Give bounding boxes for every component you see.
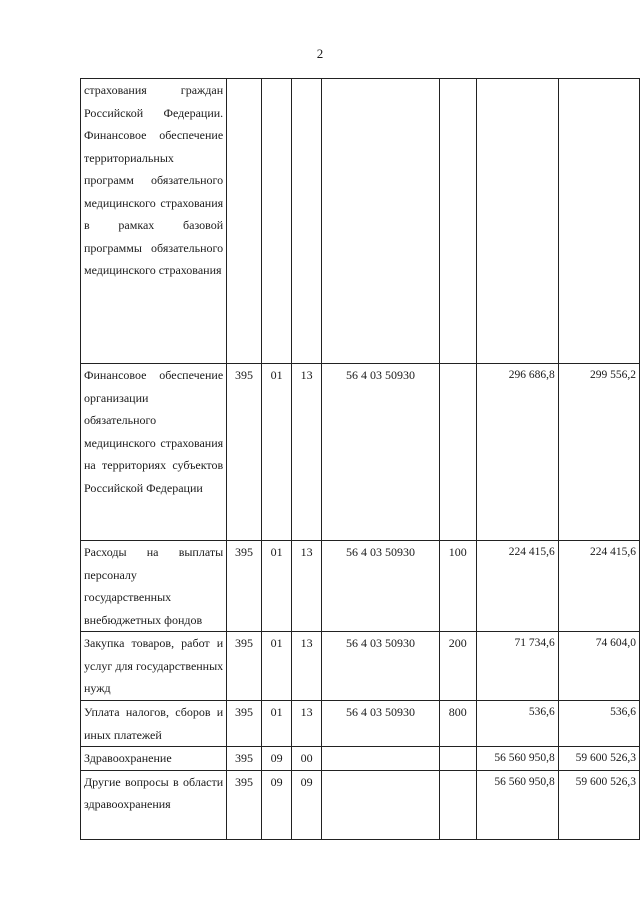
cell-vr bbox=[439, 770, 476, 839]
cell-pr: 13 bbox=[292, 364, 322, 541]
cell-gr: 395 bbox=[227, 701, 262, 747]
row-name: Здравоохранение bbox=[81, 747, 227, 771]
cell-rz: 01 bbox=[261, 701, 292, 747]
cell-sum-2: 59 600 526,3 bbox=[558, 770, 639, 839]
cell-pr: 13 bbox=[292, 701, 322, 747]
cell-vr: 200 bbox=[439, 632, 476, 701]
page-number: 2 bbox=[316, 46, 324, 61]
cell-gr: 395 bbox=[227, 770, 262, 839]
cell-rz: 09 bbox=[261, 770, 292, 839]
cell-csr: 56 4 03 50930 bbox=[321, 364, 439, 541]
cell-csr bbox=[321, 79, 439, 364]
cell-vr bbox=[439, 79, 476, 364]
table-row bbox=[81, 747, 640, 771]
cell-rz: 09 bbox=[261, 747, 292, 771]
cell-gr: 395 bbox=[227, 364, 262, 541]
cell-gr: 395 bbox=[227, 747, 262, 771]
cell-sum-2 bbox=[558, 79, 639, 364]
cell-sum-1: 224 415,6 bbox=[476, 541, 558, 632]
cell-sum-1 bbox=[476, 79, 558, 364]
table-row bbox=[81, 701, 640, 747]
row-name: Расходы на выплаты персоналу государственных внебюджетных фондов bbox=[81, 541, 227, 632]
cell-rz: 01 bbox=[261, 541, 292, 632]
row-name: страхования граждан Российской Федерации. Финансовое обеспечение территориальных программ обязательного медицинского страхования в рамках базовой программы обязательного медицинского страхования bbox=[81, 79, 227, 364]
cell-csr: 56 4 03 50930 bbox=[321, 541, 439, 632]
cell-vr bbox=[439, 747, 476, 771]
cell-csr bbox=[321, 770, 439, 839]
cell-csr bbox=[321, 747, 439, 771]
cell-sum-1: 56 560 950,8 bbox=[476, 747, 558, 771]
table-row bbox=[81, 541, 640, 632]
cell-gr: 395 bbox=[227, 632, 262, 701]
cell-pr bbox=[292, 79, 322, 364]
cell-sum-2: 59 600 526,3 bbox=[558, 747, 639, 771]
row-name: Другие вопросы в области здравоохранения bbox=[81, 770, 227, 839]
cell-rz: 01 bbox=[261, 364, 292, 541]
cell-sum-1: 296 686,8 bbox=[476, 364, 558, 541]
cell-pr: 13 bbox=[292, 541, 322, 632]
table-row bbox=[81, 79, 640, 364]
cell-sum-1: 536,6 bbox=[476, 701, 558, 747]
cell-vr bbox=[439, 364, 476, 541]
table-row bbox=[81, 364, 640, 541]
cell-sum-2: 224 415,6 bbox=[558, 541, 639, 632]
row-name: Уплата налогов, сборов и иных платежей bbox=[81, 701, 227, 747]
cell-gr: 395 bbox=[227, 541, 262, 632]
cell-pr: 13 bbox=[292, 632, 322, 701]
cell-gr bbox=[227, 79, 262, 364]
row-name: Закупка товаров, работ и услуг для государственных нужд bbox=[81, 632, 227, 701]
budget-table bbox=[80, 78, 640, 840]
row-name: Финансовое обеспечение организации обязательного медицинского страхования на территориях субъектов Российской Федерации bbox=[81, 364, 227, 541]
table-row bbox=[81, 632, 640, 701]
cell-pr: 09 bbox=[292, 770, 322, 839]
cell-sum-2: 74 604,0 bbox=[558, 632, 639, 701]
cell-sum-1: 56 560 950,8 bbox=[476, 770, 558, 839]
cell-rz bbox=[261, 79, 292, 364]
cell-vr: 100 bbox=[439, 541, 476, 632]
cell-sum-2: 536,6 bbox=[558, 701, 639, 747]
cell-vr: 800 bbox=[439, 701, 476, 747]
cell-sum-1: 71 734,6 bbox=[476, 632, 558, 701]
table-row bbox=[81, 770, 640, 839]
cell-sum-2: 299 556,2 bbox=[558, 364, 639, 541]
cell-csr: 56 4 03 50930 bbox=[321, 701, 439, 747]
cell-rz: 01 bbox=[261, 632, 292, 701]
cell-csr: 56 4 03 50930 bbox=[321, 632, 439, 701]
cell-pr: 00 bbox=[292, 747, 322, 771]
